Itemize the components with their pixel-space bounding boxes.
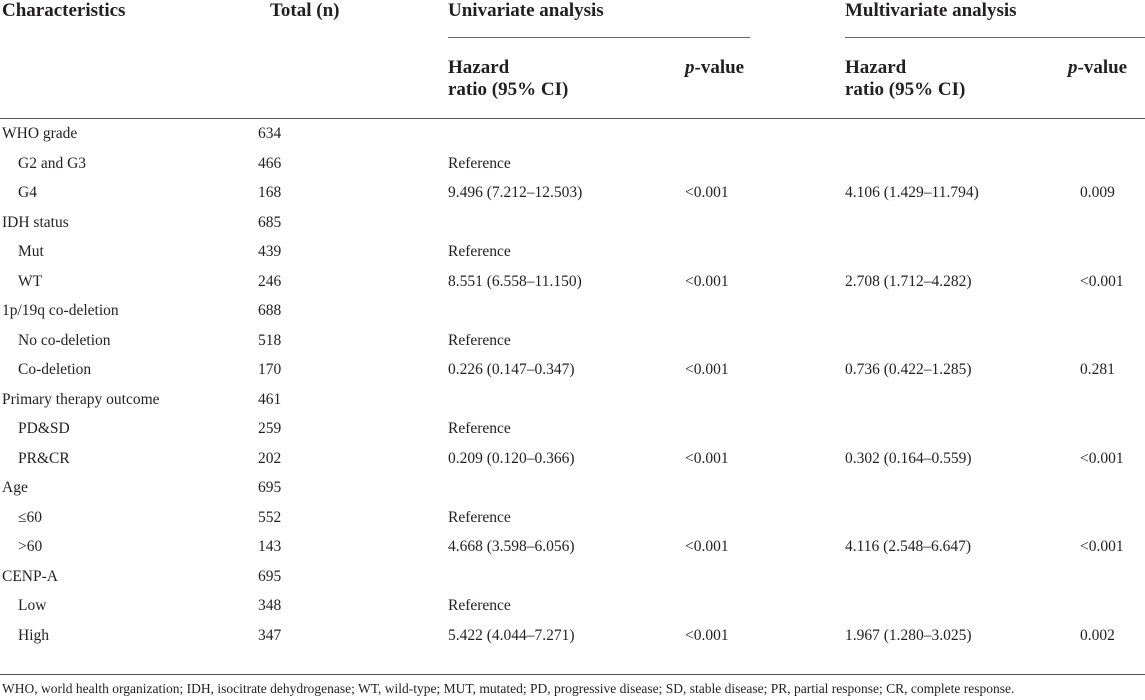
multivariate-hr-cell: 1.967 (1.280–3.025) [845, 626, 972, 644]
univariate-rule [448, 37, 750, 38]
header-uni-p [685, 57, 744, 79]
row-label: CENP-A [2, 567, 58, 585]
table-body [0, 119, 1145, 650]
univariate-p-cell: <0.001 [685, 272, 729, 290]
multivariate-p-cell: <0.001 [1080, 538, 1124, 555]
univariate-hr-cell: 5.422 (4.044–7.271) [448, 626, 575, 644]
row-label: Low [18, 597, 47, 614]
total-cell: 461 [258, 390, 282, 408]
row-label: WHO grade [2, 125, 78, 142]
table-row [0, 444, 1145, 474]
table-header [0, 0, 1145, 119]
table-row [0, 621, 1145, 651]
row-label: No co-deletion [18, 331, 111, 349]
table-row [0, 149, 1145, 179]
header-uni-hr-line2: ratio (95% CI) [448, 79, 569, 100]
univariate-p-cell: <0.001 [685, 449, 729, 467]
total-cell: 552 [258, 508, 282, 526]
univariate-hr-cell: Reference [448, 420, 511, 437]
univariate-p-cell: <0.001 [685, 184, 729, 201]
univariate-p-cell: <0.001 [685, 538, 729, 555]
table-row [0, 237, 1145, 267]
row-label: 1p/19q co-deletion [2, 302, 119, 319]
univariate-hr-cell: Reference [448, 243, 511, 260]
row-label: Mut [18, 243, 44, 260]
univariate-hr-cell: 0.226 (0.147–0.347) [448, 361, 575, 378]
total-cell: 143 [258, 538, 282, 555]
row-label: WT [18, 272, 43, 290]
total-cell: 634 [258, 125, 282, 142]
multivariate-p-cell: 0.281 [1080, 361, 1115, 378]
header-characteristics: Characteristics [2, 0, 126, 21]
multivariate-p-cell: <0.001 [1080, 449, 1124, 467]
univariate-hr-cell: 9.496 (7.212–12.503) [448, 184, 583, 201]
row-label: IDH status [2, 213, 69, 231]
total-cell: 518 [258, 331, 282, 349]
row-label: High [18, 626, 49, 644]
univariate-hr-cell: Reference [448, 154, 511, 172]
header-multi-hr-line2: ratio (95% CI) [845, 79, 966, 100]
total-cell: 168 [258, 184, 282, 201]
table-footnote: WHO, world health organization; IDH, isocitrate dehydrogenase; WT, wild-type; MUT, mutated; PD, progressive disease; SD, stable disease; PR, partial response; CR, complete response. [2, 681, 1015, 696]
total-cell: 347 [258, 626, 282, 644]
multivariate-hr-cell: 2.708 (1.712–4.282) [845, 272, 972, 290]
header-univariate: Univariate analysis [448, 0, 604, 21]
row-label: G2 and G3 [18, 154, 87, 172]
row-label: PR&CR [18, 449, 70, 467]
multivariate-hr-cell: 0.736 (0.422–1.285) [845, 361, 972, 378]
header-uni-hr [448, 57, 568, 101]
multivariate-hr-cell: 0.302 (0.164–0.559) [845, 449, 972, 467]
table-row [0, 296, 1145, 326]
header-multi-hr [845, 57, 965, 101]
table-row [0, 591, 1145, 621]
header-total: Total (n) [270, 0, 340, 21]
row-label: Age [2, 479, 28, 496]
total-cell: 466 [258, 154, 282, 172]
table-row [0, 414, 1145, 444]
table-row [0, 503, 1145, 533]
univariate-hr-cell: Reference [448, 597, 511, 614]
header-multi-hr-line1: Hazard [845, 57, 907, 78]
table-row [0, 385, 1145, 415]
header-uni-p-rest: -value [694, 57, 745, 78]
header-uni-hr-line1: Hazard [448, 57, 510, 78]
table-row [0, 178, 1145, 208]
univariate-hr-cell: 4.668 (3.598–6.056) [448, 538, 575, 555]
total-cell: 695 [258, 479, 282, 496]
table-row [0, 208, 1145, 238]
table-row [0, 267, 1145, 297]
total-cell: 688 [258, 302, 282, 319]
table-row [0, 562, 1145, 592]
univariate-hr-cell: 8.551 (6.558–11.150) [448, 272, 582, 290]
multivariate-rule [845, 37, 1145, 38]
table-row [0, 532, 1145, 562]
univariate-hr-cell: Reference [448, 331, 511, 349]
row-label: PD&SD [18, 420, 70, 437]
univariate-p-cell: <0.001 [685, 626, 729, 644]
multivariate-hr-cell: 4.106 (1.429–11.794) [845, 184, 979, 201]
header-multi-p-rest: -value [1077, 57, 1128, 78]
row-label: Co-deletion [18, 361, 92, 378]
header-multi-p [1068, 57, 1127, 79]
header-multivariate: Multivariate analysis [845, 0, 1017, 21]
univariate-hr-cell: Reference [448, 508, 511, 526]
row-label: Primary therapy outcome [2, 390, 160, 408]
table-row [0, 355, 1145, 385]
row-label: G4 [18, 184, 37, 201]
univariate-hr-cell: 0.209 (0.120–0.366) [448, 449, 575, 467]
multivariate-p-cell: 0.002 [1080, 626, 1115, 644]
total-cell: 439 [258, 243, 282, 260]
multivariate-hr-cell: 4.116 (2.548–6.647) [845, 538, 971, 555]
table-row [0, 473, 1145, 503]
table-row [0, 326, 1145, 356]
multivariate-p-cell: 0.009 [1080, 184, 1115, 201]
multivariate-p-cell: <0.001 [1080, 272, 1124, 290]
total-cell: 695 [258, 567, 282, 585]
row-label: ≤60 [18, 508, 43, 526]
total-cell: 685 [258, 213, 282, 231]
table-row [0, 119, 1145, 149]
header-multi-p-italic: p [1068, 57, 1078, 78]
header-uni-p-italic: p [685, 57, 695, 78]
total-cell: 170 [258, 361, 282, 378]
total-cell: 246 [258, 272, 282, 290]
bottom-rule [0, 674, 1145, 675]
total-cell: 348 [258, 597, 282, 614]
total-cell: 202 [258, 449, 282, 467]
total-cell: 259 [258, 420, 282, 437]
univariate-p-cell: <0.001 [685, 361, 729, 378]
row-label: >60 [18, 538, 43, 555]
